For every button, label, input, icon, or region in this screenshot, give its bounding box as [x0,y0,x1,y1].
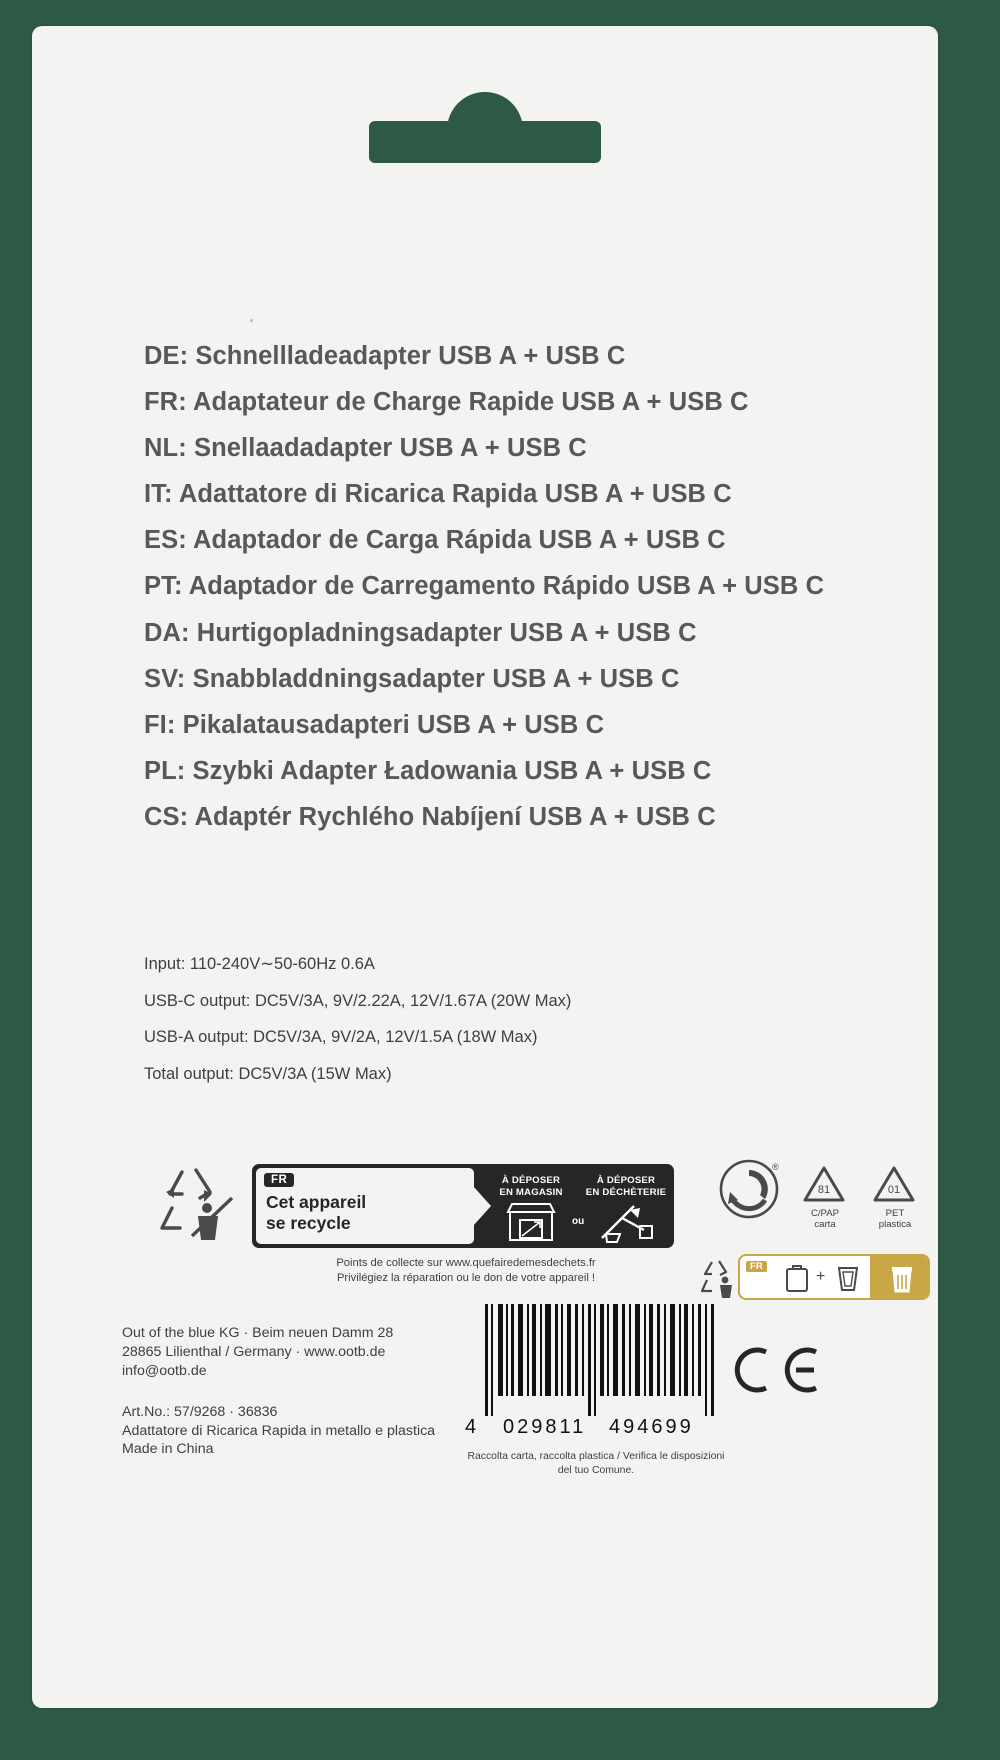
fr-country-tag: FR [264,1173,294,1187]
language-line-es: ES: Adaptador de Carga Rápida USB A + USB C [144,526,726,555]
language-line-pt: PT: Adaptador de Carregamento Rápido USB A + USB C [144,572,825,601]
fr-recycling-text [266,1192,366,1233]
language-line-pl: PL: Szybki Adapter Ładowania USB A + USB C [144,756,712,785]
spec-usba-output: USB-A output: DC5V/3A, 9V/2A, 12V/1.5A (18W Max) [144,1028,538,1046]
barcode-group-left: 029811 [503,1416,587,1438]
collection-points-line1: Points de collecte sur www.quefairedemesdechets.fr [336,1257,596,1269]
language-line-sv: SV: Snabbladdningsadapter USB A + USB C [144,664,680,693]
italy-sorting-pill [738,1254,930,1300]
language-line-de: DE: Schnellladeadapter USB A + USB C [144,342,626,370]
language-line-cs: CS: Adaptér Rychlého Nabíjení USB A + USB C [144,802,716,831]
barcode-group-right: 494699 [609,1416,694,1438]
company-line-1: Out of the blue KG · Beim neuen Damm 28 [122,1325,394,1341]
mobius-loop-81-icon [800,1162,848,1208]
svg-text:81: 81 [817,1184,831,1196]
packaging-card [32,26,938,1708]
article-number: Art.No.: 57/9268 · 36836 [122,1403,278,1420]
language-line-fr: FR: Adaptateur de Charge Rapide USB A + USB C [144,388,749,417]
print-dot-mark [250,319,253,322]
fr-recycling-panel [256,1168,474,1244]
weee-crossed-bin-icon [152,1164,238,1244]
paper-box-icon [784,1264,810,1294]
plus-sign: + [816,1268,826,1285]
language-line-da: DA: Hurtigopladningsadapter USB A + USB C [144,618,697,647]
language-line-fi: FI: Pikalatausadapteri USB A + USB C [144,710,605,739]
barcode-bars [485,1304,723,1416]
mobius-loop-01-icon [870,1162,918,1208]
language-title-list [144,344,844,851]
material-marks-group [704,1156,934,1336]
spec-usbc-output: USB-C output: DC5V/3A, 9V/2.22A, 12V/1.67A (20W Max) [144,991,572,1010]
company-email: info@ootb.de [122,1362,207,1379]
ce-mark-icon [732,1344,822,1396]
italy-disposal-line1: Raccolta carta, raccolta plastica / Verifica le disposizioni [467,1451,725,1462]
depose-decheterie-line2: EN DÉCHÈTERIE [585,1186,667,1198]
shop-icon [504,1200,558,1244]
svg-text:®: ® [772,1162,779,1172]
language-line-it: IT: Adattatore di Ricarica Rapida USB A + USB C [144,480,732,509]
depose-decheterie-label [582,1175,670,1198]
material-code-01 [866,1208,924,1230]
depose-decheterie-line1: À DÉPOSER [596,1175,656,1186]
country-of-origin: Made in China [122,1441,214,1458]
depose-magasin-line1: À DÉPOSER [501,1175,561,1186]
green-dot-recycling-icon [718,1158,780,1220]
company-line-2: 28865 Lilienthal / Germany · www.ootb.de [122,1343,386,1360]
language-line-nl: NL: Snellaadadapter USB A + USB C [144,434,587,463]
ou-separator-label: ou [572,1216,585,1227]
svg-text:01: 01 [887,1184,901,1196]
fr-recycling-line2: se recycle [266,1212,351,1233]
spec-input: Input: 110-240V∼50-60Hz 0.6A [144,955,375,973]
collection-points-line2: Privilégiez la réparation ou le don de votre appareil ! [336,1272,596,1285]
fr-recycling-line1: Cet appareil [266,1192,367,1212]
material-01-line1: PET [885,1208,905,1219]
spec-total-output: Total output: DC5V/3A (15W Max) [144,1064,392,1083]
recycling-centre-icon [596,1200,656,1244]
material-81-line2: carta [814,1219,836,1231]
italy-sorting-band [698,1254,930,1300]
barcode-digits [467,1416,727,1436]
fr-recycling-banner [252,1164,674,1248]
barcode-lead-digit: 4 [465,1416,480,1438]
italy-disposal-note [467,1450,725,1477]
material-code-81 [796,1208,854,1230]
material-81-line1: C/PAP [810,1208,840,1219]
article-description: Adattatore di Ricarica Rapida in metallo e plastica [122,1422,436,1439]
depose-magasin-label [488,1175,574,1198]
material-01-line2: plastica [878,1219,912,1231]
depose-magasin-line2: EN MAGASIN [499,1186,563,1198]
technical-specs [144,956,864,1102]
sorting-person-icon [698,1258,738,1298]
italy-band-tag: FR [746,1261,767,1272]
plastic-tray-icon [834,1264,862,1294]
collection-points-note [256,1256,676,1286]
euro-hanger-hole [369,121,601,163]
italy-disposal-line2: del tuo Comune. [557,1464,635,1476]
barcode-block [467,1304,727,1477]
waste-bin-icon [888,1263,916,1295]
